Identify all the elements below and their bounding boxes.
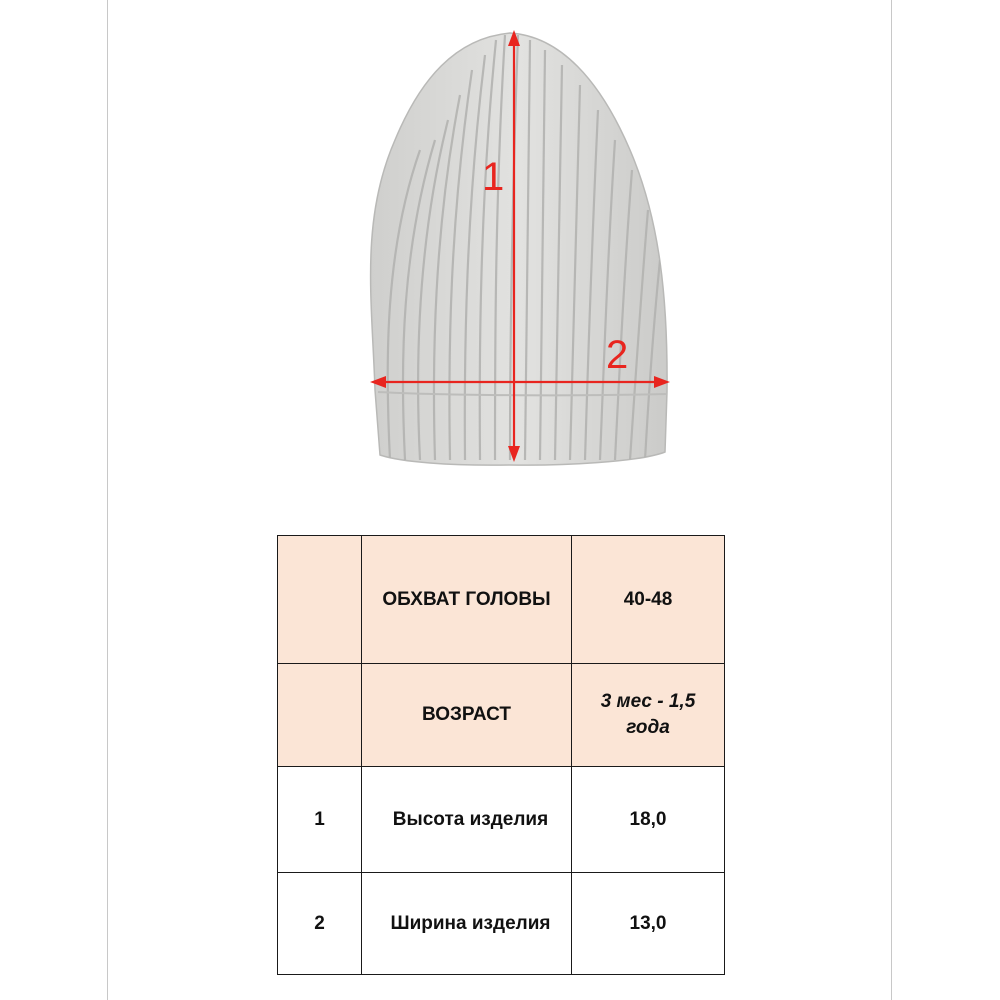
hat-image: [371, 33, 667, 465]
row-label: Высота изделия: [362, 767, 572, 873]
age-value: [572, 664, 725, 767]
table-row: [278, 767, 725, 873]
table-cell-empty: [278, 536, 362, 664]
row-value: 18,0: [572, 767, 725, 873]
age-value-line2: года: [626, 717, 670, 738]
head-circumference-value: 40-48: [572, 536, 725, 664]
age-label: ВОЗРАСТ: [362, 664, 572, 767]
height-label: 1: [482, 155, 505, 199]
size-table: [277, 535, 725, 975]
row-value: 13,0: [572, 873, 725, 975]
row-number: 2: [278, 873, 362, 975]
row-number: 1: [278, 767, 362, 873]
table-row-age: [278, 664, 725, 767]
width-label: 2: [606, 333, 629, 377]
age-value-line1: 3 мес - 1,5: [600, 691, 696, 712]
row-label: Ширина изделия: [362, 873, 572, 975]
table-row: [278, 873, 725, 975]
head-circumference-label: ОБХВАТ ГОЛОВЫ: [362, 536, 572, 664]
table-row-head-circumference: [278, 536, 725, 664]
table-cell-empty: [278, 664, 362, 767]
